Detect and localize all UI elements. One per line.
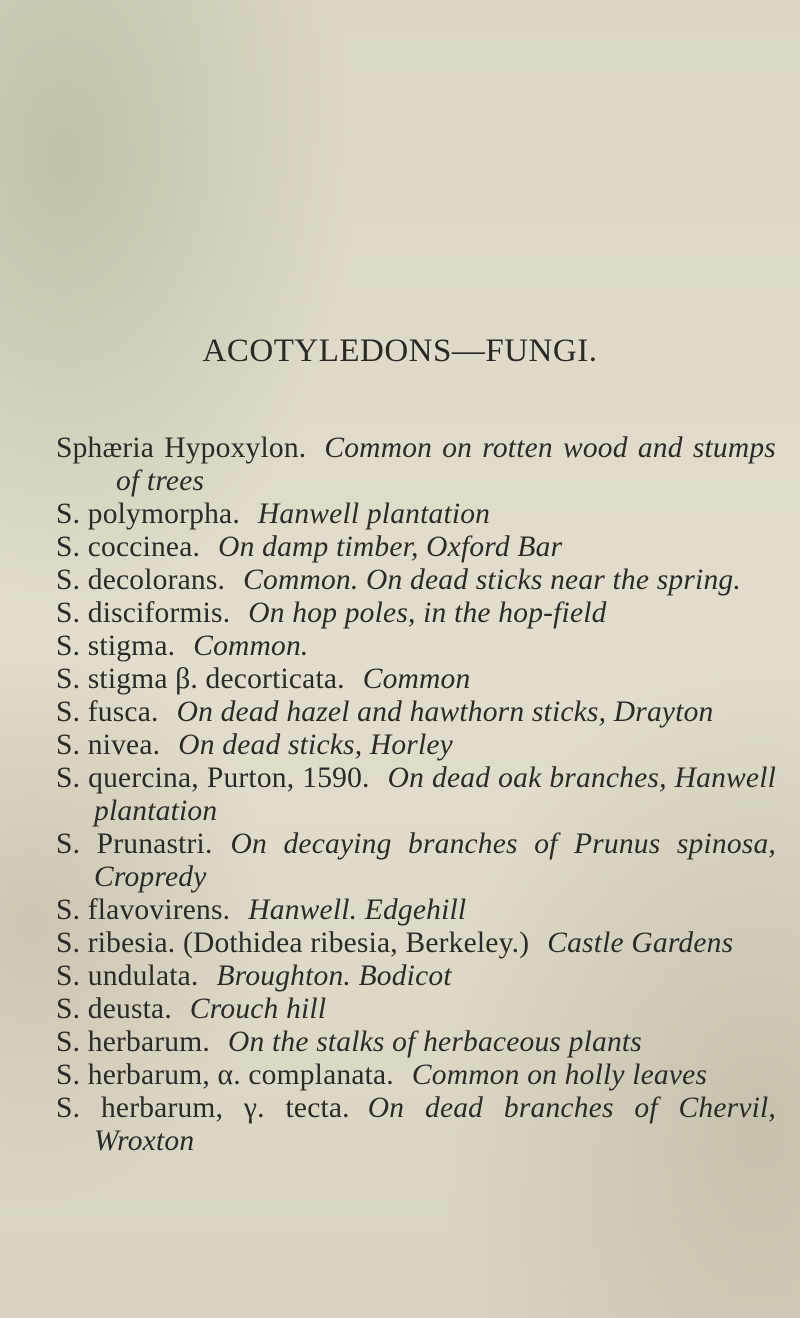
species-habitat: Common.: [193, 630, 309, 662]
species-habitat: On dead hazel and hawthorn sticks, Drayton: [176, 696, 714, 728]
species-name: Sphæria Hypoxylon.: [56, 432, 307, 464]
species-habitat: On damp timber, Oxford Bar: [218, 531, 563, 563]
species-entry: [56, 498, 776, 531]
species-name: S. stigma.: [56, 630, 176, 662]
species-name: S. Prunastri.: [56, 828, 213, 860]
species-name: S. stigma β. decorticata.: [56, 663, 345, 695]
species-entry: [56, 762, 776, 828]
species-name: S. flavovirens.: [56, 894, 231, 926]
species-entry: [56, 531, 776, 564]
species-entry: [56, 927, 776, 960]
species-entry: [56, 894, 776, 927]
species-habitat: Hanwell. Edgehill: [248, 894, 467, 926]
species-name: S. coccinea.: [56, 531, 201, 563]
species-name: S. decolorans.: [56, 564, 226, 596]
species-habitat: Common on rotten wood and stumps of trees: [116, 432, 776, 497]
species-habitat: On the stalks of herbaceous plants: [227, 1026, 642, 1058]
species-name: S. nivea.: [56, 729, 161, 761]
species-name: S. herbarum, γ. tecta.: [56, 1092, 350, 1124]
species-habitat: Common: [362, 663, 471, 695]
species-entry: [56, 663, 776, 696]
species-entry: [56, 993, 776, 1026]
species-list: [56, 432, 776, 1158]
species-entry: [56, 432, 776, 498]
species-name: S. herbarum, α. complanata.: [56, 1059, 394, 1091]
species-name: S. undulata.: [56, 960, 199, 992]
species-habitat: Broughton. Bodicot: [216, 960, 452, 992]
species-name: S. polymorpha.: [56, 498, 240, 530]
species-entry: [56, 630, 776, 663]
species-habitat: Hanwell plantation: [257, 498, 491, 530]
species-habitat: On decaying branches of Prunus spinosa, Cropredy: [94, 828, 777, 893]
species-habitat: Castle Gardens: [547, 927, 734, 959]
species-name: S. fusca.: [56, 696, 159, 728]
species-entry: [56, 597, 776, 630]
species-habitat: On hop poles, in the hop-field: [248, 597, 607, 629]
species-entry: [56, 960, 776, 993]
species-habitat: Common. On dead sticks near the spring.: [243, 564, 741, 596]
species-name: S. deusta.: [56, 993, 172, 1025]
species-entry: [56, 828, 776, 894]
species-name: S. quercina, Purton, 1590.: [56, 762, 370, 794]
species-entry: [56, 729, 776, 762]
species-habitat: On dead sticks, Horley: [178, 729, 453, 761]
species-habitat: On dead oak branches, Hanwell plantation: [94, 762, 776, 827]
species-entry: [56, 1026, 776, 1059]
species-entry: [56, 696, 776, 729]
species-entry: [56, 1059, 776, 1092]
species-habitat: On dead branches of Chervil, Wroxton: [94, 1092, 777, 1157]
species-name: S. ribesia. (Dothidea ribesia, Berkeley.): [56, 927, 530, 959]
species-habitat: Common on holly leaves: [411, 1059, 708, 1091]
page-title: ACOTYLEDONS—FUNGI.: [202, 333, 598, 369]
species-habitat: Crouch hill: [189, 993, 327, 1025]
species-name: S. herbarum.: [56, 1026, 210, 1058]
species-entry: [56, 1092, 776, 1158]
species-name: S. disciformis.: [56, 597, 231, 629]
species-entry: [56, 564, 776, 597]
